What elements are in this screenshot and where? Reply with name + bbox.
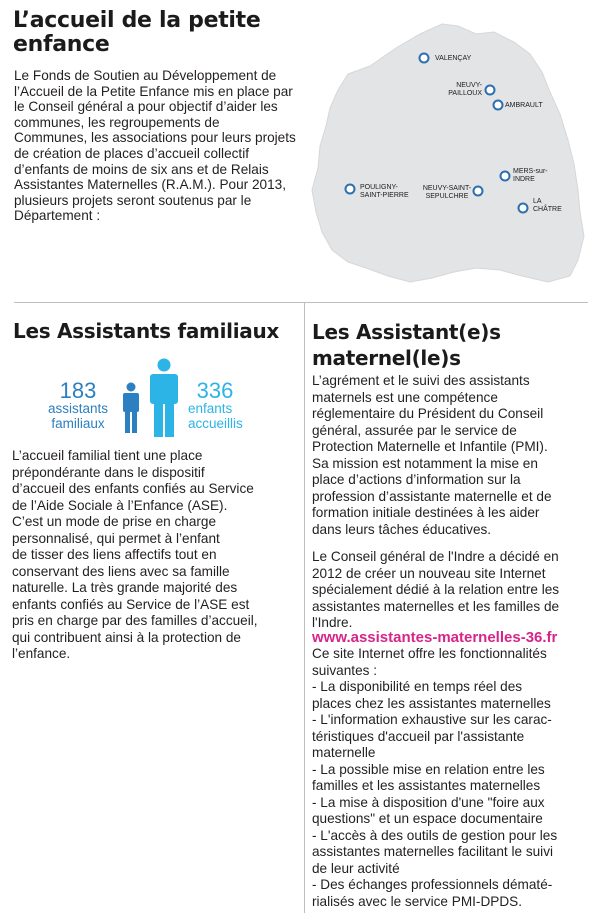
map-pin-icon	[517, 202, 529, 214]
stat-enfants-label-b: accueillis	[188, 416, 243, 431]
child-figure-icon	[120, 382, 142, 434]
intro-text: Le Fonds de Soutien au Développement de l’Accueil de la Petite Enfance mis en place par le Conseil général a pour objectif d’aider les communes, les regroupements de Communes, les associations pour leurs projets de création de places d’accueil collectif d’enfants de moins de six ans et de Relais Assistantes Maternelles (R.A.M.). Pour 2013, plusieurs projets seront soutenus par le Département :	[14, 68, 296, 224]
indre-map	[308, 14, 590, 286]
vertical-divider	[304, 303, 305, 913]
page-title	[13, 9, 313, 57]
town-label-pouligny: POULIGNY- SAINT-PIERRE	[360, 184, 409, 199]
town-label-la-chatre: LA CHÂTRE	[533, 198, 562, 213]
maternels-para3: Ce site Internet offre les fonctionnalités suivantes : - La disponibilité en temps réel des places chez les assistantes maternelles - L'information exhaustive sur les carac- téristiques d'accueil par l'assistante maternelle - La possible mise en relation entre les familles et les assistantes maternelles - La mise à disposition d'une "foire aux questions" et un espace documentaire - L'accès à des outils de gestion pour les assistantes maternelles facilitant le suivi de leur activité - Des échanges professionnels dématé- rialisés avec le service PMI-DPDS.	[312, 646, 558, 909]
town-label-valencay: VALENÇAY	[435, 55, 472, 62]
map-pin-icon	[472, 185, 484, 197]
town-label-ambrault: AMBRAULT	[505, 102, 543, 109]
town-label-mers-sur-indre: MERS-sur- INDRE	[513, 168, 548, 183]
map-pin-icon	[499, 170, 511, 182]
maternels-title	[312, 319, 592, 371]
maternels-para2: Le Conseil général de l'Indre a décidé en 2012 de créer un nouveau site Internet spécialement dédié à la relation entre les assistantes maternelles et les familles de l'Indre.	[312, 549, 560, 630]
familiaux-body: L’accueil familial tient une place prépondérante dans le dispositif d’accueil des enfants confiés au Service de l’Aide Sociale à l’Enfance (ASE). C’est un mode de prise en charge personnalisé, qui permet à l’enfant de tisser des liens affectifs tout en conservant des liens avec sa famille naturelle. La très grande majorité des enfants confiés au Service de l’ASE est pris en charge par des familles d’accueil, qui contribuent ainsi à la protection de l’enfance.	[12, 448, 258, 661]
horizontal-divider	[14, 302, 588, 303]
map-pin-icon	[492, 99, 504, 111]
stat-enfants-label	[188, 401, 268, 431]
assistantes-maternelles-link[interactable]: www.assistantes-maternelles-36.fr	[312, 629, 558, 646]
page-title-line1: L’accueil de la petite	[13, 8, 261, 33]
map-pin-icon	[344, 183, 356, 195]
adult-figure-icon	[146, 358, 182, 438]
maternels-title-line1: Les Assistant(e)s	[312, 320, 501, 344]
familiaux-title: Les Assistants familiaux	[13, 319, 279, 343]
stat-assistants-label-b: familiaux	[51, 416, 105, 431]
stat-assistants-label-a: assistants	[47, 401, 109, 416]
town-label-neuvy-st-sepulchre: NEUVY-SAINT- SEPULCHRE	[422, 185, 472, 200]
town-label-neuvy-pailloux: NEUVY- PAILLOUX	[448, 82, 482, 97]
maternels-para1: L’agrément et le suivi des assistants maternels est une compétence réglementaire du Président du Conseil général, assurée par le service de Protection Maternelle et Infantile (PMI). Sa mission est notamment la mise en place d’actions d’information sur la profession d’assistante maternelle et de formation initiale destinées à les aider dans leurs tâches éducatives.	[312, 373, 552, 537]
stat-enfants-number: 336	[196, 378, 234, 403]
stat-enfants-label-a: enfants	[188, 401, 233, 416]
stat-assistants-label	[40, 401, 116, 431]
map-pin-icon	[418, 52, 430, 64]
stat-assistants-number: 183	[59, 378, 97, 403]
maternels-title-line2: maternel(le)s	[312, 346, 461, 370]
page-title-line2: enfance	[13, 32, 110, 57]
map-pin-icon	[484, 84, 496, 96]
